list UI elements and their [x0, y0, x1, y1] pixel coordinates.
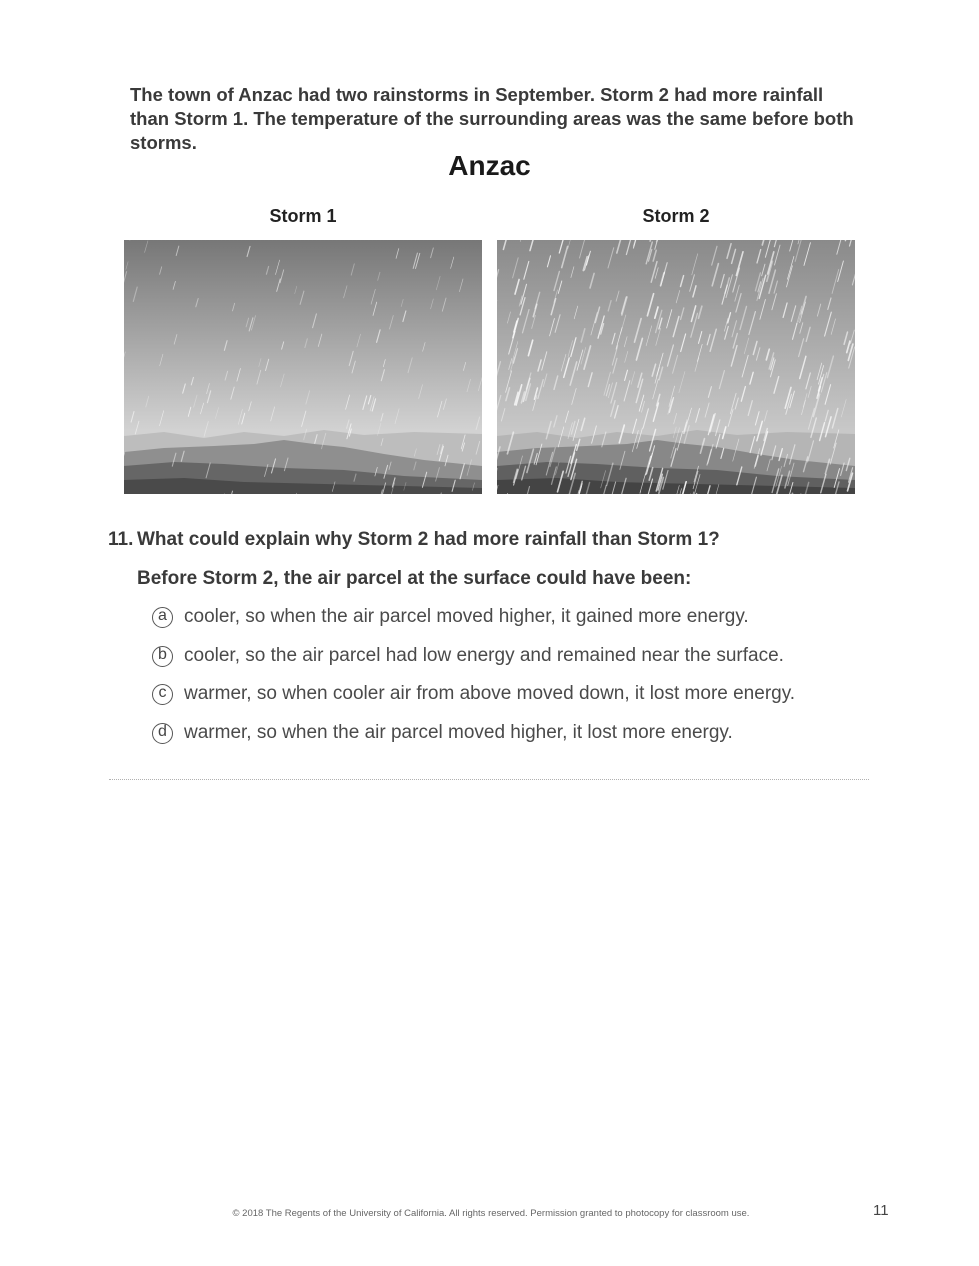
question-stem: Before Storm 2, the air parcel at the surface could have been:: [137, 568, 692, 589]
page-number: 11: [873, 1202, 889, 1219]
answer-option-d[interactable]: [152, 720, 733, 746]
storm-2-image: [497, 240, 855, 494]
intro-paragraph: The town of Anzac had two rainstorms in September. Storm 2 had more rainfall than Storm 1. The temperature of the surrounding areas was the same before both storms.: [130, 84, 854, 153]
question-text: What could explain why Storm 2 had more rainfall than Storm 1?: [137, 529, 720, 550]
option-a-text: cooler, so when the air parcel moved higher, it gained more energy.: [184, 606, 749, 627]
storm-2-photo: [497, 240, 855, 494]
copyright-footer: © 2018 The Regents of the University of California. All rights reserved. Permission granted to photocopy for classroom use.: [232, 1208, 750, 1219]
storm-2-caption: Storm 2: [642, 206, 710, 226]
divider-line: [109, 779, 869, 780]
option-c-bubble[interactable]: c: [152, 684, 173, 705]
option-c-text: warmer, so when cooler air from above moved down, it lost more energy.: [184, 683, 796, 704]
option-d-text: warmer, so when the air parcel moved higher, it lost more energy.: [184, 722, 733, 743]
answer-option-c[interactable]: [152, 681, 795, 707]
option-b-text: cooler, so the air parcel had low energy and remained near the surface.: [184, 645, 784, 666]
option-a-bubble[interactable]: a: [152, 607, 173, 628]
option-b-bubble[interactable]: b: [152, 646, 173, 667]
option-d-bubble[interactable]: d: [152, 723, 173, 744]
answer-option-b[interactable]: [152, 643, 784, 669]
storm-1-image: [124, 240, 482, 494]
storm-1-photo: [124, 240, 482, 494]
question-number: 11.: [108, 529, 134, 550]
figure-title: Anzac: [448, 150, 531, 181]
answer-option-a[interactable]: [152, 604, 749, 630]
storm-1-caption: Storm 1: [269, 206, 337, 226]
